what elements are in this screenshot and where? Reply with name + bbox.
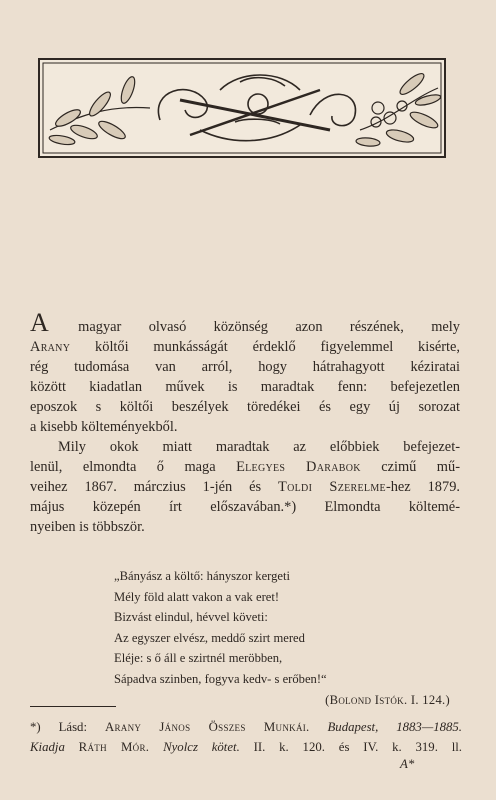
collection-title: Arany János Összes Munkái. xyxy=(104,720,310,734)
publication-place: Budapest, 1883—1885. xyxy=(327,720,462,734)
text-fragment: veihez 1867. márczius 1-jén és xyxy=(30,479,262,495)
text-line xyxy=(30,308,460,337)
poem-line: Mély föld alatt vakon a vak eret! xyxy=(114,589,280,604)
work-title: Toldi Szerelme xyxy=(278,479,386,495)
footnote-line xyxy=(30,717,462,737)
text-line xyxy=(30,477,460,497)
text-fragment: -hez 1879. xyxy=(385,479,460,495)
text-line xyxy=(30,337,460,357)
volume-count: Nyolcz kötet. xyxy=(163,740,240,754)
footnote xyxy=(30,717,462,757)
text-fragment: *) Lásd: xyxy=(30,720,88,734)
footnote-line xyxy=(30,737,462,757)
drop-cap: A xyxy=(30,308,51,337)
text-line: a kisebb költeményekből. xyxy=(30,419,178,435)
ornament-illustration xyxy=(40,60,444,156)
second-paragraph xyxy=(30,437,460,537)
text-fragment: magyar olvasó közönség azon részének, mely xyxy=(78,319,460,335)
poem-quotation xyxy=(114,566,454,711)
text-fragment: Kiadja xyxy=(30,740,65,754)
text-line: Mily okok miatt maradtak az előbbiek befejezet- xyxy=(58,439,460,455)
poem-line: Az egyszer elvész, meddő szirt mered xyxy=(114,630,305,645)
text-fragment: czimű mű- xyxy=(381,459,460,475)
poem-line: Bizvást elindul, hévvel követi: xyxy=(114,610,268,624)
text-line xyxy=(30,457,460,477)
poem-line: Sápadva szinben, fogyva kedv- s erőben!“ xyxy=(114,671,327,686)
footnote-divider xyxy=(30,706,116,707)
poem-line: Eléje: s ő áll e szirtnél meröbben, xyxy=(114,651,283,665)
author-name: Arany xyxy=(30,339,71,355)
text-line: nyeiben is többször. xyxy=(30,519,145,535)
text-fragment: költői munkásságát érdeklő figyelemmel kisérte, xyxy=(95,339,460,355)
text-line: rég tudomása van arról, hogy hátrahagyott kéziratai xyxy=(30,359,460,375)
poem-line: „Bányász a költő: hányszor kergeti xyxy=(114,569,291,583)
publisher-name: Ráth Mór. xyxy=(78,740,150,754)
floral-headpiece-ornament xyxy=(38,58,446,158)
text-line: eposzok s költői beszélyek töredékei és egy új sorozat xyxy=(30,399,460,415)
text-line: május közepén írt előszavában.*) Elmondta költemé- xyxy=(30,499,460,515)
text-fragment: lenül, elmondta ő maga xyxy=(30,459,216,475)
page-reference: II. k. 120. és IV. k. 319. ll. xyxy=(253,740,463,754)
poem-citation: (Bolond Istók. I. 124.) xyxy=(325,693,450,707)
signature-mark: A* xyxy=(400,757,415,771)
opening-paragraph xyxy=(30,308,460,437)
text-line: között kiadatlan művek is maradtak fenn: befejezetlen xyxy=(30,379,460,395)
work-title: Elegyes Darabok xyxy=(236,459,361,475)
